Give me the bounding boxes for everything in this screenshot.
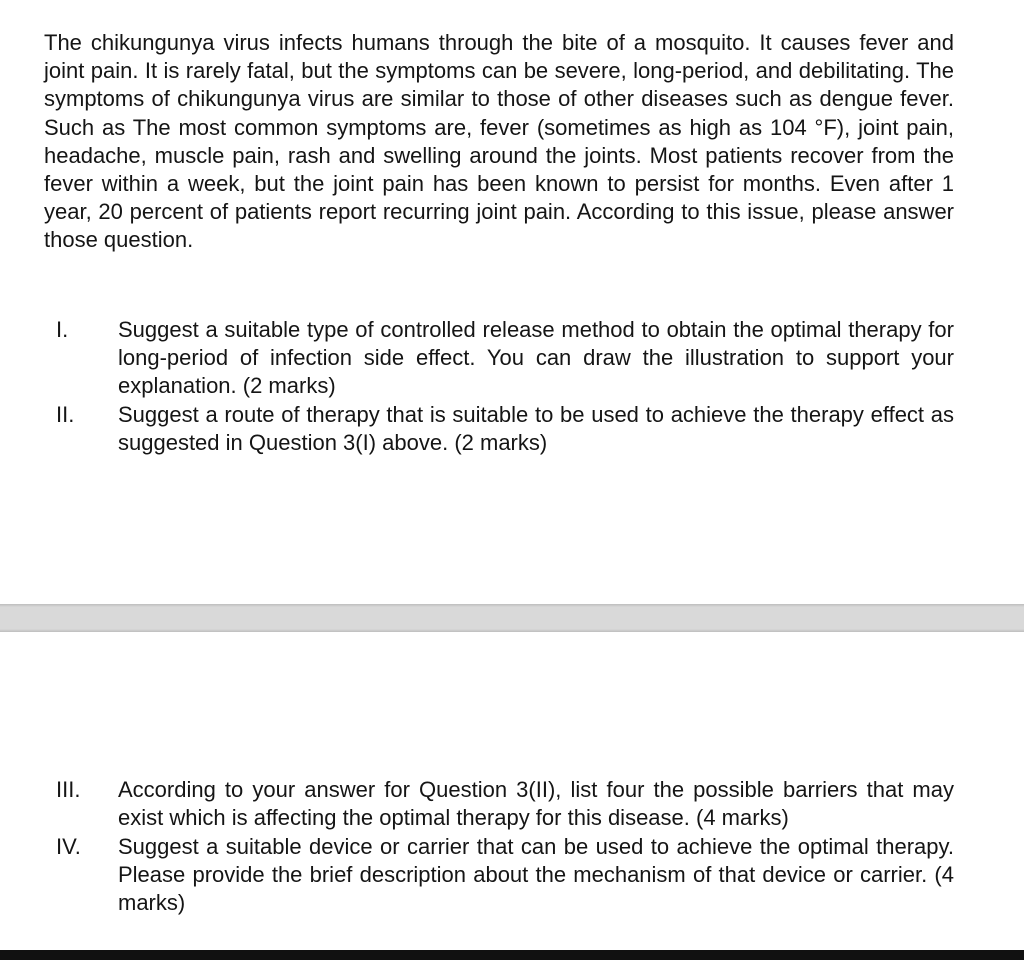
question-number: I. (56, 317, 69, 342)
question-number: IV. (56, 834, 81, 859)
bottom-edge-bar (0, 950, 1024, 960)
question-text: According to your answer for Question 3(II), list four the possible barriers that may exist which is affecting the optimal therapy for this disease. (4 marks) (118, 777, 954, 831)
question-text: Suggest a suitable type of controlled release method to obtain the optimal therapy for long-period of infection side effect. You can draw the illustration to support your explanation. (2 marks) (118, 317, 954, 399)
question-number: III. (56, 777, 81, 802)
question-text: Suggest a suitable device or carrier that can be used to achieve the optimal therapy. Please provide the brief description about the mechanism of that device or carrier. (4 marks) (118, 834, 954, 916)
question-text: Suggest a route of therapy that is suitable to be used to achieve the therapy effect as suggested in Question 3(I) above. (2 marks) (118, 402, 954, 456)
intro-paragraph: The chikungunya virus infects humans through the bite of a mosquito. It causes fever and joint pain. It is rarely fatal, but the symptoms can be severe, long-period, and debilitating. The symptoms of chikungunya virus are similar to those of other diseases such as dengue fever. Such as The most common symptoms are, fever (sometimes as high as 104 °F), joint pain, headache, muscle pain, rash and swelling around the joints. Most patients recover from the fever within a week, but the joint pain has been known to persist for months. Even after 1 year, 20 percent of patients report recurring joint pain. According to this issue, please answer those question. (44, 30, 954, 253)
question-number: II. (56, 402, 75, 427)
page-separator (0, 604, 1024, 632)
document-page-2 (0, 632, 1024, 950)
